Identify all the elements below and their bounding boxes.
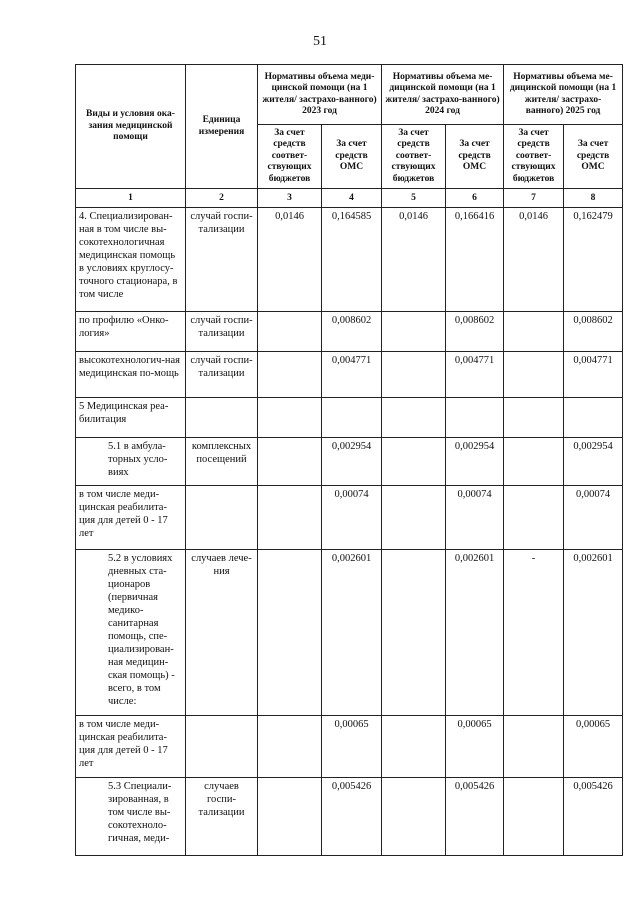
row-value: 0,005426 [446, 778, 504, 856]
table-row [76, 486, 623, 550]
row-value [382, 550, 446, 716]
row-unit [186, 398, 258, 438]
row-value [258, 398, 322, 438]
table-row [76, 208, 623, 312]
column-number-row [76, 189, 623, 208]
row-value: 0,004771 [446, 352, 504, 398]
row-value: 0,004771 [564, 352, 623, 398]
row-value [504, 352, 564, 398]
header-2025: Нормативы объема ме-дицинской помощи (на 1 жителя/ застрахо-ванного) 2025 год [504, 65, 623, 125]
row-value: 0,005426 [322, 778, 382, 856]
row-unit: случай госпи-тализации [186, 352, 258, 398]
row-value: 0,166416 [446, 208, 504, 312]
row-value: 0,00074 [446, 486, 504, 550]
row-value: 0,008602 [322, 312, 382, 352]
subheader-2024-oms: За счет средств ОМС [446, 125, 504, 189]
page-number: 51 [313, 34, 327, 49]
row-value: 0,00065 [322, 716, 382, 778]
row-unit: случаев госпи-тализации [186, 778, 258, 856]
row-value [258, 438, 322, 486]
row-value: 0,002601 [322, 550, 382, 716]
col-number: 4 [322, 189, 382, 208]
row-value [504, 486, 564, 550]
table-row [76, 550, 623, 716]
row-value [504, 312, 564, 352]
col-number: 3 [258, 189, 322, 208]
col-number: 5 [382, 189, 446, 208]
header-unit: Единица измерения [186, 65, 258, 189]
row-value: 0,00065 [446, 716, 504, 778]
table-row [76, 716, 623, 778]
row-value: 0,0146 [382, 208, 446, 312]
row-value [504, 398, 564, 438]
subheader-2025-oms: За счет средств ОМС [564, 125, 623, 189]
row-value [504, 716, 564, 778]
row-value: 0,0146 [504, 208, 564, 312]
row-value [258, 352, 322, 398]
subheader-2023-budget: За счет средств соответ-ствующих бюджетов [258, 125, 322, 189]
row-value [382, 778, 446, 856]
row-value [446, 398, 504, 438]
row-value: 0,0146 [258, 208, 322, 312]
table-row [76, 438, 623, 486]
row-value [382, 398, 446, 438]
row-value [258, 486, 322, 550]
row-name: 4. Специализирован-ная в том числе вы-сокотехнологичная медицинская помощь в условиях круглосу-точного стационара, в том числе [76, 208, 186, 312]
row-value: 0,002601 [564, 550, 623, 716]
table-row [76, 352, 623, 398]
row-value: 0,00065 [564, 716, 623, 778]
row-value: 0,00074 [564, 486, 623, 550]
row-name: 5.1 в амбула-торных усло-виях [76, 438, 186, 486]
row-value: 0,162479 [564, 208, 623, 312]
table-row [76, 398, 623, 438]
col-number: 8 [564, 189, 623, 208]
row-unit: случаев лече-ния [186, 550, 258, 716]
row-value [382, 438, 446, 486]
subheader-2023-oms: За счет средств ОМС [322, 125, 382, 189]
row-name: высокотехнологич-ная медицинская по-мощь [76, 352, 186, 398]
row-value [382, 312, 446, 352]
row-value: 0,002954 [322, 438, 382, 486]
row-value [258, 716, 322, 778]
row-unit: случай госпи-тализации [186, 312, 258, 352]
row-name: 5.3 Специали-зированная, в том числе вы-сокотехноло-гичная, меди- [76, 778, 186, 856]
row-value [564, 398, 623, 438]
row-value: 0,164585 [322, 208, 382, 312]
row-value: 0,00074 [322, 486, 382, 550]
row-value [258, 550, 322, 716]
col-number: 6 [446, 189, 504, 208]
row-unit: комплексных посещений [186, 438, 258, 486]
header-2023: Нормативы объема меди-цинской помощи (на 1 жителя/ застрахо-ванного) 2023 год [258, 65, 382, 125]
row-value [258, 312, 322, 352]
row-name: 5 Медицинская реа-билитация [76, 398, 186, 438]
header-care-type: Виды и условия ока-зания медицинской помощи [76, 65, 186, 189]
table-row [76, 778, 623, 856]
row-value: 0,008602 [446, 312, 504, 352]
subheader-2024-budget: За счет средств соответ-ствующих бюджетов [382, 125, 446, 189]
header-2024: Нормативы объема ме-дицинской помощи (на 1 жителя/ застрахо-ванного) 2024 год [382, 65, 504, 125]
row-unit [186, 486, 258, 550]
row-unit [186, 716, 258, 778]
row-name: по профилю «Онко-логия» [76, 312, 186, 352]
row-value: 0,008602 [564, 312, 623, 352]
row-name: 5.2 в условиях дневных ста-ционаров (первичная медико-санитарная помощь, спе-циализирован-ная медицин-ская помощь) - всего, в том числе: [76, 550, 186, 716]
col-number: 7 [504, 189, 564, 208]
row-value: 0,004771 [322, 352, 382, 398]
row-value: 0,002601 [446, 550, 504, 716]
row-name: в том числе меди-цинская реабилита-ция для детей 0 - 17 лет [76, 716, 186, 778]
row-value [382, 486, 446, 550]
col-number: 1 [76, 189, 186, 208]
row-name: в том числе меди-цинская реабилита-ция для детей 0 - 17 лет [76, 486, 186, 550]
row-value [504, 778, 564, 856]
col-number: 2 [186, 189, 258, 208]
row-value [504, 438, 564, 486]
row-value: 0,002954 [446, 438, 504, 486]
row-value [382, 352, 446, 398]
row-unit: случай госпи-тализации [186, 208, 258, 312]
subheader-2025-budget: За счет средств соответ-ствующих бюджетов [504, 125, 564, 189]
row-value: 0,005426 [564, 778, 623, 856]
row-value [382, 716, 446, 778]
row-value: 0,002954 [564, 438, 623, 486]
row-value [258, 778, 322, 856]
normatives-table [75, 64, 623, 856]
row-value [322, 398, 382, 438]
table-row [76, 312, 623, 352]
row-value: - [504, 550, 564, 716]
